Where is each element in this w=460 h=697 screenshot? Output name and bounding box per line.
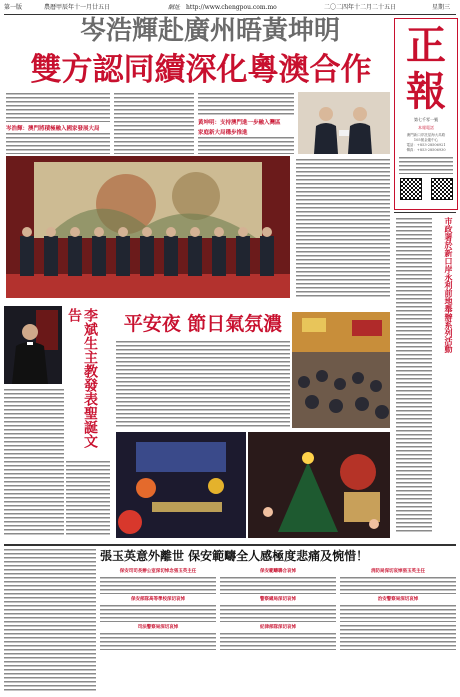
lead-kicker: 岑浩輝赴廣州晤黃坤明	[79, 16, 340, 46]
bishop-story-text	[66, 460, 110, 536]
masthead-info-4: 傳真：+853-28506930	[406, 148, 446, 152]
masthead-logo	[395, 19, 457, 115]
qr-codes	[395, 178, 457, 200]
right-side-story	[394, 212, 456, 539]
lead-subheadline-3: 家庭新大局穩步推進	[198, 130, 248, 136]
bottom-headline: 張玉英意外離世 保安範疇全人感極度悲痛及惋惜！	[100, 549, 369, 563]
masthead-logo-char-2: 報	[406, 68, 446, 115]
issue-date: 二〇二四年十二月二十五日	[324, 4, 397, 11]
lead-article-text	[296, 158, 390, 298]
lead-group-photo	[6, 156, 290, 298]
notice-title: 保安司司長辦公室深切悼念張玉英主任	[119, 569, 197, 574]
notice-text	[220, 632, 336, 650]
lead-article-text	[198, 136, 294, 154]
masthead-info-3: 電話：+853-28506921	[406, 143, 446, 147]
feature-tree-photo	[248, 432, 390, 538]
notice-text	[220, 576, 336, 594]
lead-article-text	[6, 92, 110, 122]
notice-title: 治安警察局深切哀悼	[377, 597, 419, 602]
notice-title: 警察總局深切哀悼	[260, 597, 296, 602]
lead-headline: 雙方認同續深化粵澳合作	[30, 52, 372, 88]
notice-text	[100, 576, 216, 594]
bishop-story-text	[4, 388, 64, 536]
notice-title: 紀律部隊深切哀悼	[260, 625, 296, 630]
bottom-left-text	[4, 548, 96, 692]
masthead-logo-char-1: 正	[406, 22, 446, 69]
lead-subheadline-1: 岑浩輝：澳門將積極融入國家發展大局	[6, 126, 100, 132]
notice-text	[340, 624, 456, 650]
weekday: 星期三	[432, 4, 451, 11]
bishop-story	[4, 304, 112, 538]
bottom-section-rule	[4, 544, 456, 546]
notice-title: 消防局深切哀悼張玉英主任	[371, 569, 425, 574]
page-header-bar	[4, 2, 456, 15]
notice-text	[340, 604, 456, 622]
lead-article-text	[6, 132, 110, 154]
masthead	[394, 18, 458, 210]
lead-article-text	[198, 92, 294, 116]
lead-article-text	[114, 92, 194, 154]
masthead-info-2: 105號金龍中心	[413, 138, 439, 142]
masthead-phone-label: 本報電話	[418, 125, 434, 130]
bishop-story-title: 李斌生主教發表聖誕文告	[66, 308, 98, 448]
feature-street-photo	[292, 312, 390, 428]
lead-subheadline-2: 黃坤明：支持澳門進一步融入灣區	[198, 120, 281, 126]
masthead-contact-lines	[399, 156, 453, 174]
qr-code-icon[interactable]	[400, 178, 422, 200]
page-number: 第一版	[4, 4, 23, 11]
notice-text	[100, 604, 216, 622]
website-label: 網址	[168, 4, 181, 11]
right-story-title: 市政署於新口岸永利前地舉辦系列活動	[444, 217, 454, 353]
feature-headline: 平安夜 節日氣氛濃	[123, 313, 283, 335]
feature-stage-photo	[116, 432, 246, 538]
issue-number: 第七千零一號	[414, 117, 438, 122]
notice-title: 保安部隊高等學校深切哀悼	[131, 597, 185, 602]
feature-text	[116, 340, 290, 428]
notice-text	[220, 604, 336, 622]
notice-title: 保安範疇聯合哀悼	[260, 569, 296, 574]
notice-text	[100, 632, 216, 650]
lunar-date: 農曆甲辰年十一月廿五日	[44, 4, 111, 11]
lead-inset-photo	[298, 92, 390, 154]
condolence-notices	[100, 568, 456, 692]
notice-text	[340, 576, 456, 594]
qr-code-icon[interactable]	[431, 178, 453, 200]
masthead-info-1: 澳門新口岸冼星海大馬路	[406, 133, 446, 137]
right-story-text	[396, 217, 432, 533]
bishop-photo	[4, 306, 62, 384]
notice-title: 司法警察局深切哀悼	[137, 625, 179, 630]
website-link[interactable]: http://www.chengpou.com.mo	[186, 4, 277, 11]
